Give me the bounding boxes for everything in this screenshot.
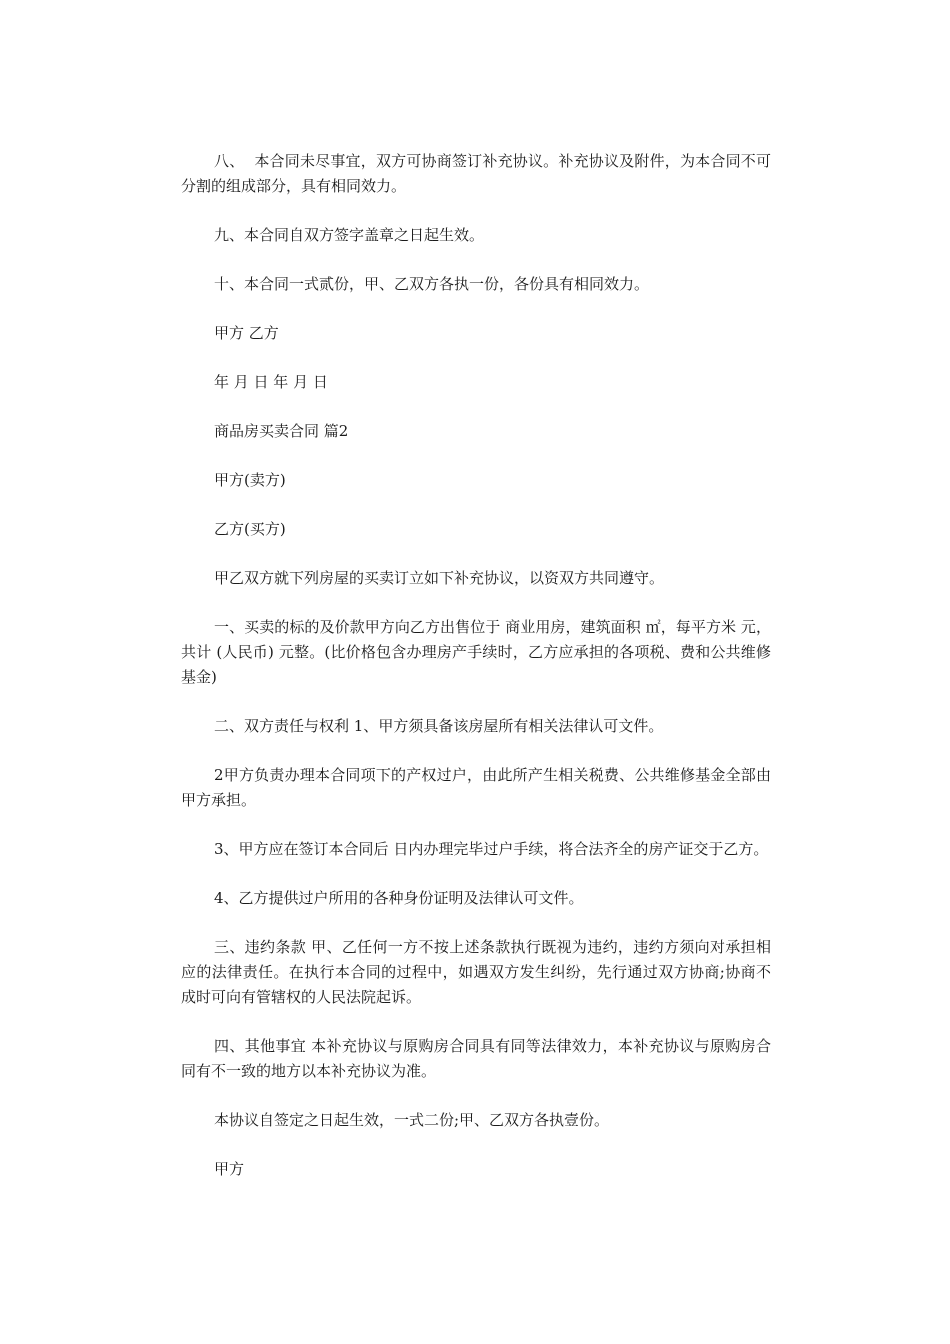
clause-10: 十、本合同一式贰份，甲、乙双方各执一份，各份具有相同效力。 [214, 275, 650, 293]
paragraph-gap [181, 813, 771, 837]
paragraph-gap [181, 1010, 771, 1034]
party-buyer: 乙方(买方) [214, 520, 286, 538]
paragraph-gap [181, 591, 771, 615]
clause-1-subject-price: 一、买卖的标的及价款甲方向乙方出售位于 商业用房，建筑面积 ㎡，每平方米 元，共计 (人民币) 元整。(比价格包含办理房产手续时，乙方应承担的各项税、费和公共维修基金) [181, 618, 771, 686]
paragraph-gap [181, 199, 771, 223]
document-body [181, 149, 771, 1182]
clause-2-item-3: 3、甲方应在签订本合同后 日内办理完毕过户手续，将合法齐全的房产证交于乙方。 [214, 840, 769, 858]
paragraph-gap [181, 690, 771, 714]
paragraph-gap [181, 911, 771, 935]
signature-dates: 年 月 日 年 月 日 [214, 373, 328, 391]
paragraph-gap [181, 739, 771, 763]
signature-parties: 甲方 乙方 [214, 324, 279, 342]
signature-party-a: 甲方 [214, 1160, 245, 1178]
clause-8: 八、 本合同未尽事宜，双方可协商签订补充协议。补充协议及附件，为本合同不可分割的组成部分，具有相同效力。 [181, 152, 771, 195]
paragraph-gap [181, 297, 771, 321]
effective-statement: 本协议自签定之日起生效，一式二份;甲、乙双方各执壹份。 [214, 1111, 610, 1129]
paragraph-gap [181, 444, 771, 468]
paragraph-gap [181, 346, 771, 370]
clause-2-item-4: 4、乙方提供过户所用的各种身份证明及法律认可文件。 [214, 889, 584, 907]
clause-4-other: 四、其他事宜 本补充协议与原购房合同具有同等法律效力，本补充协议与原购房合同有不一致的地方以本补充协议为准。 [181, 1037, 771, 1080]
paragraph-gap [181, 248, 771, 272]
party-seller: 甲方(卖方) [214, 471, 286, 489]
paragraph-gap [181, 862, 771, 886]
clause-2-item-2: 2甲方负责办理本合同项下的产权过户，由此所产生相关税费、公共维修基金全部由甲方承担。 [181, 766, 771, 809]
paragraph-gap [181, 493, 771, 517]
clause-2-responsibilities: 二、双方责任与权利 1、甲方须具备该房屋所有相关法律认可文件。 [214, 717, 664, 735]
paragraph-gap [181, 1133, 771, 1157]
clause-9: 九、本合同自双方签字盖章之日起生效。 [214, 226, 485, 244]
paragraph-gap [181, 542, 771, 566]
paragraph-gap [181, 1084, 771, 1108]
preamble: 甲乙双方就下列房屋的买卖订立如下补充协议，以资双方共同遵守。 [214, 569, 665, 587]
clause-3-breach: 三、违约条款 甲、乙任何一方不按上述条款执行既视为违约，违约方须向对承担相应的法律责任。在执行本合同的过程中，如遇双方发生纠纷，先行通过双方协商;协商不成时可向有管辖权的人民法院起诉。 [181, 938, 771, 1006]
section-title: 商品房买卖合同 篇2 [214, 422, 349, 440]
paragraph-gap [181, 395, 771, 419]
